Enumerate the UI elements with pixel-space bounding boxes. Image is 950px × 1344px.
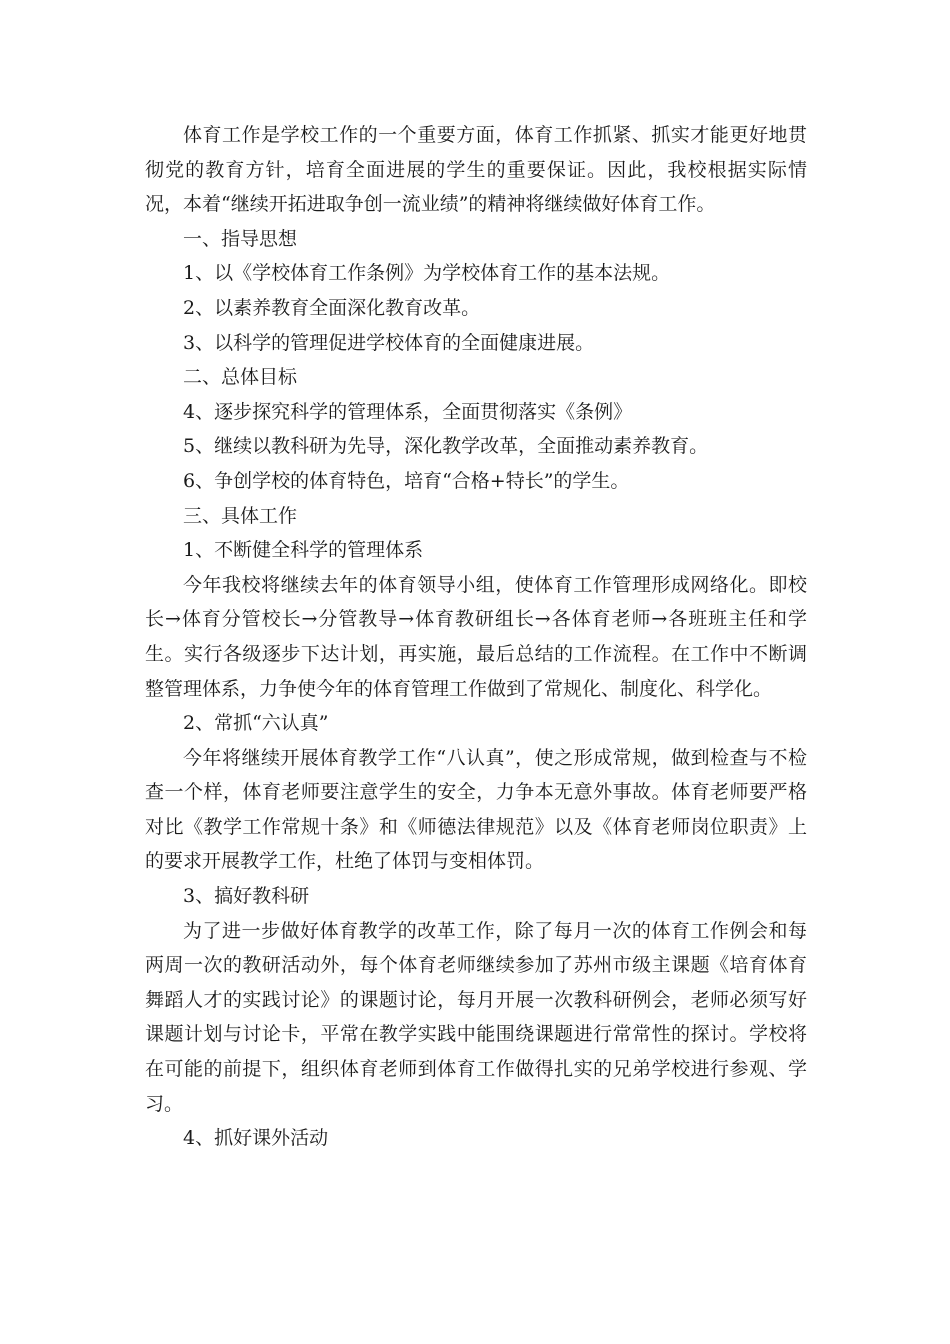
list-item: 6、争创学校的体育特色，培育“合格+特长”的学生。 <box>183 469 630 492</box>
list-item: 1、以《学校体育工作条例》为学校体育工作的基本法规。 <box>183 262 671 285</box>
subsection-heading: 3、搞好教科研 <box>183 885 310 908</box>
body-paragraph: 今年我校将继续去年的体育领导小组，使体育工作管理形成网络化。即校长→体育分管校长→分管教导→体育教研组长→各体育老师→各班班主任和学生。实行各级逐步下达计划，再实施，最后总结的工作流程。在工作中不断调整管理体系，力争使今年的体育管理工作做到了常规化、制度化、科学化。 <box>145 573 807 700</box>
list-item: 2、以素养教育全面深化教育改革。 <box>183 296 481 319</box>
section-heading-specific-work: 三、具体工作 <box>183 504 298 527</box>
list-item: 4、逐步探究科学的管理体系，全面贯彻落实《条例》 <box>183 400 633 423</box>
list-item: 5、继续以教科研为先导，深化教学改革，全面推动素养教育。 <box>183 435 709 458</box>
section-heading-overall-goals: 二、总体目标 <box>183 366 298 389</box>
section-heading-guiding-ideology: 一、指导思想 <box>183 227 298 250</box>
document-body <box>145 118 807 1156</box>
subsection-heading: 1、不断健全科学的管理体系 <box>183 539 424 562</box>
list-item: 3、以科学的管理促进学校体育的全面健康进展。 <box>183 331 595 354</box>
body-paragraph: 今年将继续开展体育教学工作“八认真”，使之形成常规，做到检查与不检查一个样，体育老师要注意学生的安全，力争本无意外事故。体育老师要严格对比《教学工作常规十条》和《师德法律规范》以及《体育老师岗位职责》上的要求开展教学工作，杜绝了体罚与变相体罚。 <box>145 746 807 873</box>
subsection-heading: 2、常抓“六认真” <box>183 712 329 735</box>
body-paragraph: 为了进一步做好体育教学的改革工作，除了每月一次的体育工作例会和每两周一次的教研活动外，每个体育老师继续参加了苏州市级主课题《培育体育舞蹈人才的实践讨论》的课题讨论，每月开展一次教科研例会，老师必须写好课题计划与讨论卡，平常在教学实践中能围绕课题进行常常性的探讨。学校将在可能的前提下，组织体育老师到体育工作做得扎实的兄弟学校进行参观、学习。 <box>145 919 807 1115</box>
intro-paragraph: 体育工作是学校工作的一个重要方面，体育工作抓紧、抓实才能更好地贯彻党的教育方针，培育全面进展的学生的重要保证。因此，我校根据实际情况，本着“继续开拓进取争创一流业绩”的精神将继续做好体育工作。 <box>145 124 807 216</box>
subsection-heading: 4、抓好课外活动 <box>183 1127 329 1150</box>
